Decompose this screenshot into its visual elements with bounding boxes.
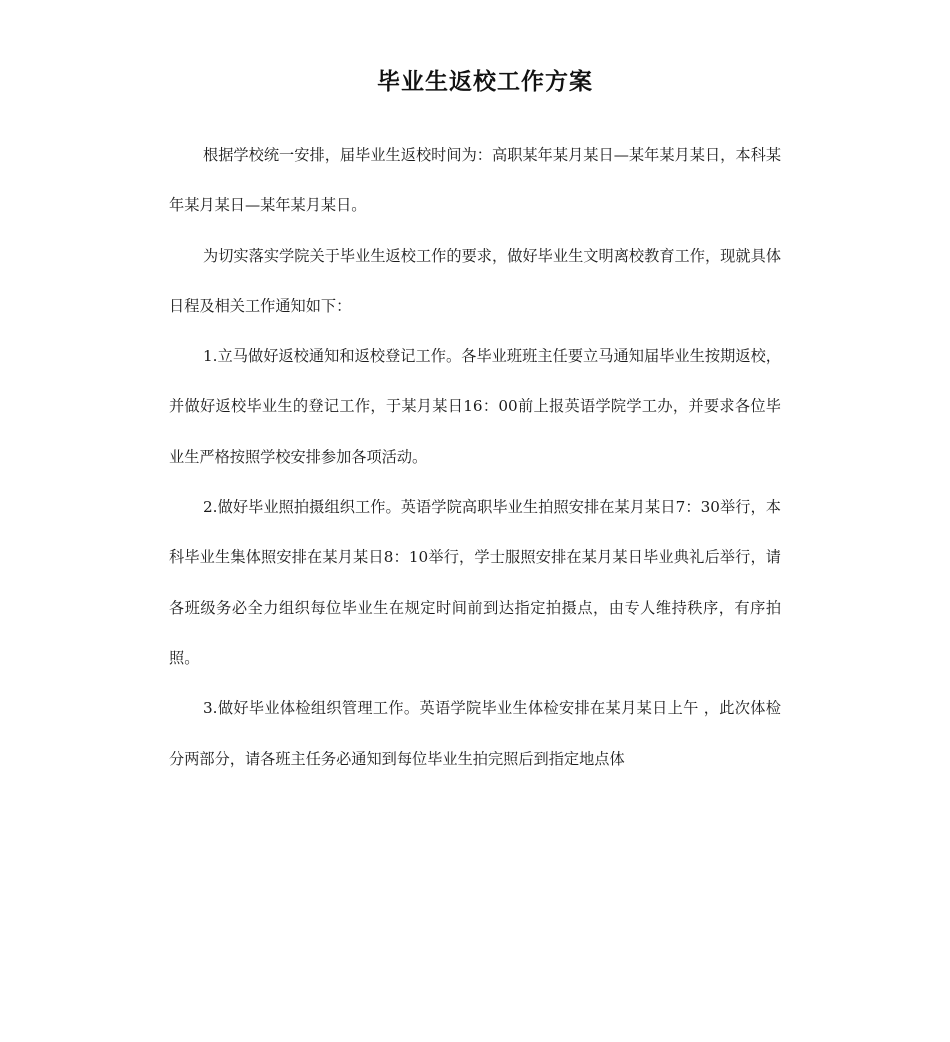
document-body: [169, 130, 781, 784]
paragraph-item-3-health-check: 3.做好毕业体检组织管理工作。英语学院毕业生体检安排在某月某日上午 ，此次体检分两部分，请各班主任务必通知到每位毕业生拍完照后到指定地点体: [169, 699, 781, 768]
paragraph-item-2-photography: 2.做好毕业照拍摄组织工作。英语学院高职毕业生拍照安排在某月某日7：30举行，本科毕业生集体照安排在某月某日8：10举行，学士服照安排在某月某日毕业典礼后举行，请各班级务必全力组织每位毕业生在规定时间前到达指定拍摄点，由专人维持秩序，有序拍照。: [169, 498, 781, 667]
document-title: 毕业生返校工作方案: [377, 69, 593, 95]
paragraph-item-1-registration: 1.立马做好返校通知和返校登记工作。各毕业班班主任要立马通知届毕业生按期返校，并做好返校毕业生的登记工作，于某月某日16：00前上报英语学院学工办，并要求各位毕业生严格按照学校安排参加各项活动。: [169, 347, 781, 466]
paragraph-return-schedule: 根据学校统一安排，届毕业生返校时间为：高职某年某月某日—某年某月某日，本科某年某月某日—某年某月某日。: [169, 146, 781, 215]
paragraph-intro: 为切实落实学院关于毕业生返校工作的要求，做好毕业生文明离校教育工作，现就具体日程及相关工作通知如下：: [169, 246, 781, 315]
